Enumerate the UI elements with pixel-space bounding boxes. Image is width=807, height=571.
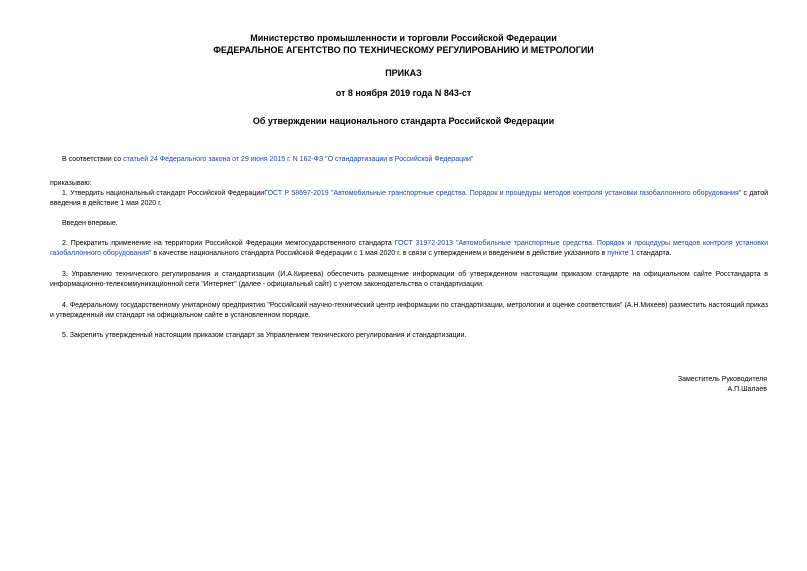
gost-31972-link[interactable]: ГОСТ 31972-2013 "Автомобильные транспортные средства. Порядок и процедуры методов контроля установки газобаллонного оборудования" xyxy=(50,240,768,257)
paragraph-1 xyxy=(50,189,768,209)
paragraph-2 xyxy=(50,239,768,259)
gost-r-58697-link[interactable]: ГОСТ Р 58697-2019 "Автомобильные транспортные средства. Порядок и процедуры методов контроля установки газобаллонного оборудования" xyxy=(264,190,742,197)
p2-suffix: стандарта. xyxy=(634,250,672,257)
agency-heading: ФЕДЕРАЛЬНОЕ АГЕНТСТВО ПО ТЕХНИЧЕСКОМУ РЕГУЛИРОВАНИЮ И МЕТРОЛОГИИ xyxy=(213,45,594,55)
p1-prefix: 1. Утвердить национальный стандарт Российской Федерации xyxy=(62,190,265,197)
paragraph-5: 5. Закрепить утвержденный настоящим приказом стандарт за Управлением технического регулирования и стандартизации. xyxy=(62,332,467,339)
order-word: приказываю: xyxy=(50,180,92,187)
signature-name: А.П.Шалаев xyxy=(727,386,767,393)
preamble-paragraph xyxy=(50,155,768,165)
preamble-prefix: В соответствии со xyxy=(62,156,124,163)
paragraph-4: 4. Федеральному государственному унитарному предприятию "Российский научно-технический центр информации по стандартизации, метрологии и оценке соответствия" (А.Н.Михеев) разместить настоящий приказ и утвержденный им стандарт на официальном сайте в установленном порядке. xyxy=(50,302,768,319)
p2-prefix: 2. Прекратить применение на территории Российской Федерации межгосударственного стандарта xyxy=(62,240,395,247)
point-1-link[interactable]: пункте 1 xyxy=(607,250,635,257)
paragraph-3: 3. Управлению технического регулирования и стандартизации (И.А.Киреева) обеспечить размещение информации об утвержденном настоящим приказом стандарте на официальном сайте Росстандарта в информационно-телекоммуникационной сети "Интернет" (далее - официальный сайт) с учетом законодательства о стандартизации. xyxy=(50,271,768,288)
ministry-heading: Министерство промышленности и торговли Российской Федерации xyxy=(250,33,557,43)
p1-suffix: с датой введения в действие 1 мая 2020 г. xyxy=(50,190,768,207)
document-date-number: от 8 ноября 2019 года N 843-ст xyxy=(335,88,472,98)
law-article-link[interactable]: статьей 24 Федерального закона от 29 июня 2015 г. N 162-ФЗ "О стандартизации в Российской Федерации" xyxy=(123,156,474,163)
document-type: ПРИКАЗ xyxy=(385,68,422,78)
signature-position: Заместитель Руководителя xyxy=(677,376,767,383)
document-title: Об утверждении национального стандарта Российской Федерации xyxy=(252,116,555,126)
introduced-note: Введен впервые. xyxy=(62,220,118,227)
p2-mid: в качестве национального стандарта Российской Федерации с 1 мая 2020 г. в связи с утверждением и введением в действие указанного в xyxy=(151,250,608,257)
